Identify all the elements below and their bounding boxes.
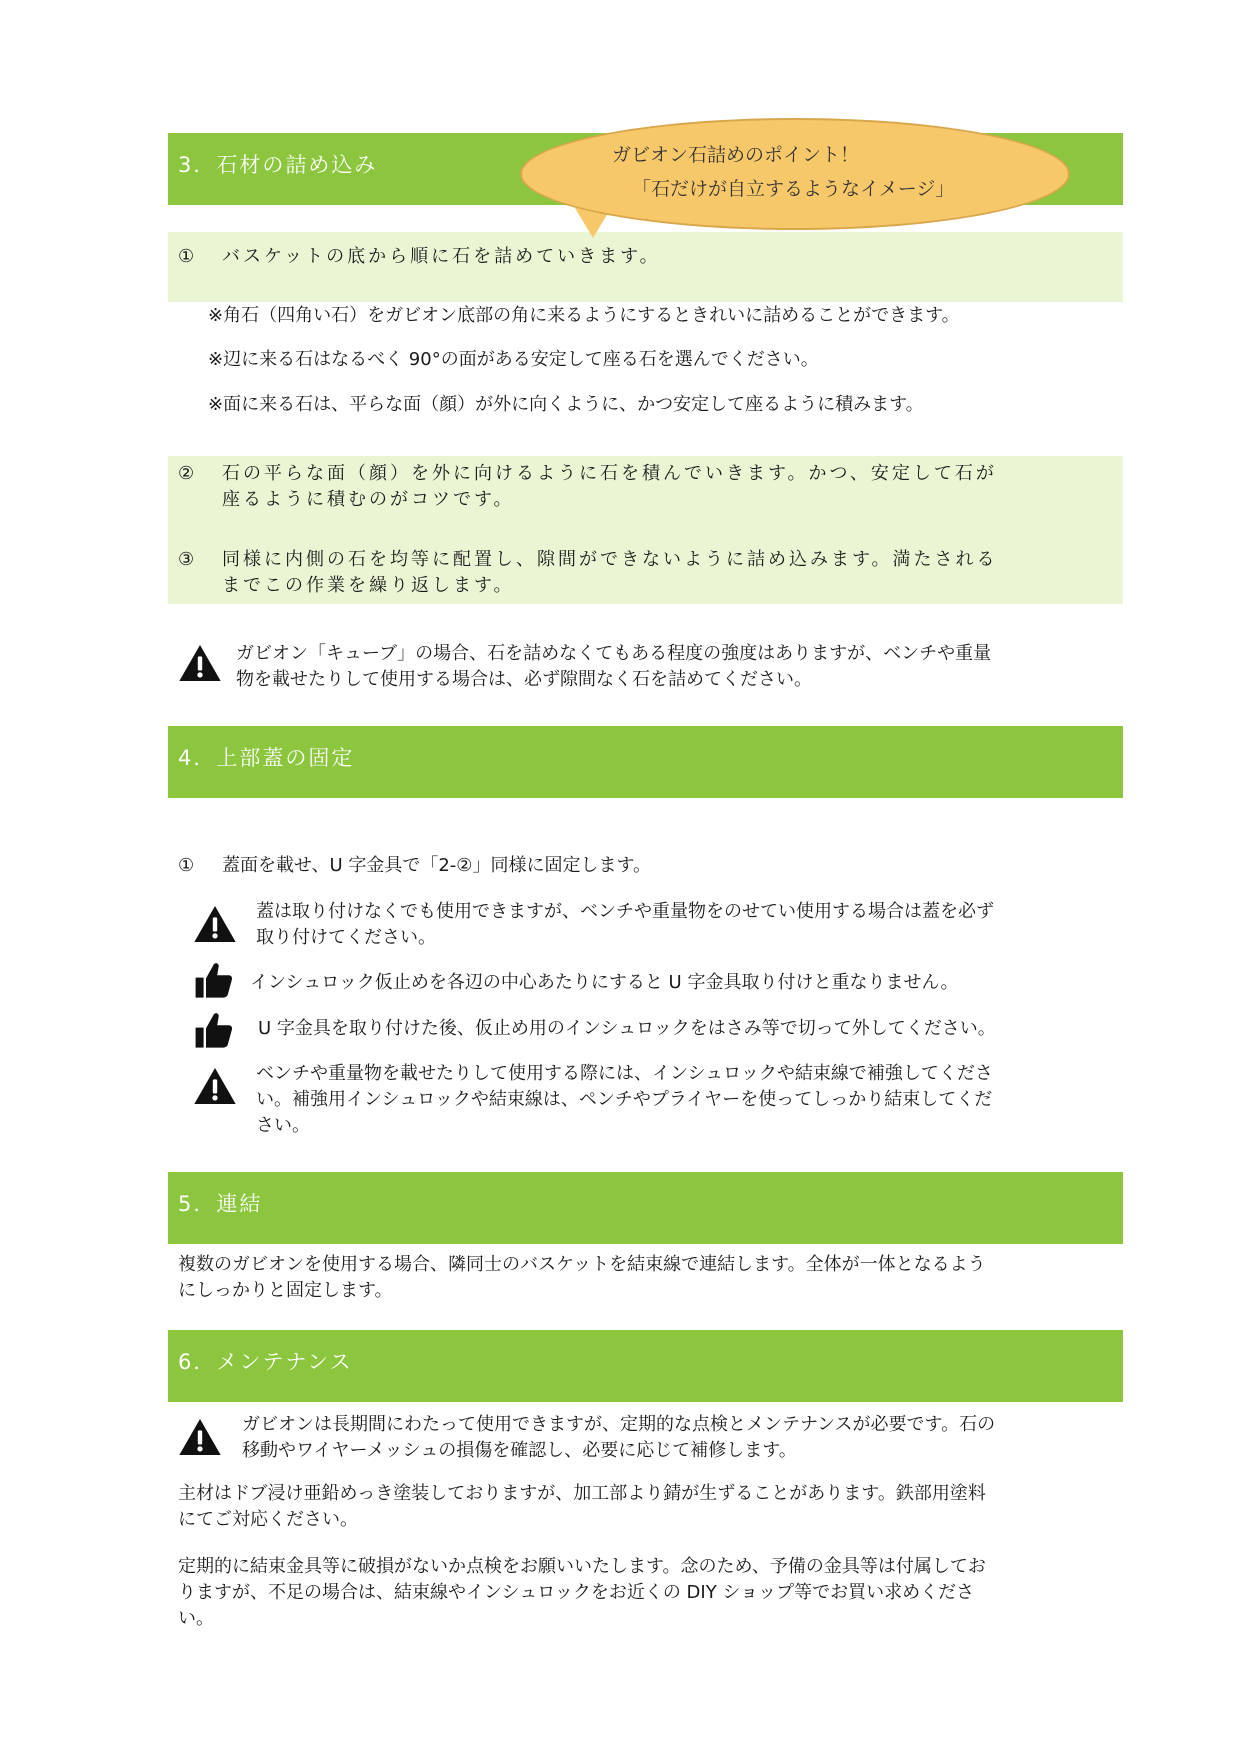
section-4-header <box>168 726 1123 798</box>
lid-step-1-number: ① <box>178 855 195 876</box>
connection-line-2: にしっかりと固定します。 <box>178 1280 393 1301</box>
reinforce-warning-line-3: さい。 <box>256 1115 310 1136</box>
step-2-line-1: 石の平らな面（顔）を外に向けるように石を積んでいきます。かつ、安定して石が <box>222 463 997 484</box>
step-3-line-2: までこの作業を繰り返します。 <box>222 575 515 596</box>
warning-icon <box>193 904 237 944</box>
rust-note-line-2: にてご対応ください。 <box>178 1509 358 1530</box>
step-1-text: バスケットの底から順に石を詰めていきます。 <box>222 246 661 267</box>
note-corner-stones: ※角石（四角い石）をガビオン底部の角に来るようにするときれいに詰めることができます。 <box>208 305 960 326</box>
section-6-title: 6．メンテナンス <box>178 1350 353 1374</box>
cube-warning-line-2: 物を載せたりして使用する場合は、必ず隙間なく石を詰めてください。 <box>236 669 812 690</box>
connection-line-1: 複数のガビオンを使用する場合、隣同士のバスケットを結束線で連結します。全体が一体となるよう <box>178 1254 986 1275</box>
warning-icon <box>178 1417 222 1457</box>
inspection-note-line-3: い。 <box>178 1608 214 1629</box>
reinforce-warning-line-2: い。補強用インシュロックや結束線は、ペンチやプライヤーを使ってしっかり結束してくだ <box>256 1089 993 1110</box>
step-3-line-1: 同様に内側の石を均等に配置し、隙間ができないように詰め込みます。満たされる <box>222 549 998 570</box>
lid-warning-line-1: 蓋は取り付けなくでも使用できますが、ベンチや重量物をのせてい使用する場合は蓋を必ず <box>256 901 994 922</box>
callout-line-1: ガビオン石詰めのポイント！ <box>612 144 860 166</box>
maintenance-warning-line-2: 移動やワイヤーメッシュの損傷を確認し、必要に応じて補修します。 <box>242 1440 797 1461</box>
section-4-title: 4．上部蓋の固定 <box>178 746 355 770</box>
step-3-number: ③ <box>178 549 195 570</box>
step-2-line-2: 座るように積むのがコツです。 <box>222 489 515 510</box>
inspection-note-line-2: りますが、不足の場合は、結束線やインシュロックをお近くの DIY ショップ等でお買い求めくださ <box>178 1582 975 1603</box>
step-2-number: ② <box>178 463 195 484</box>
note-face-stones: ※面に来る石は、平らな面（顔）が外に向くように、かつ安定して座るように積みます。 <box>208 394 924 415</box>
tip-cut-ties: U 字金具を取り付けた後、仮止め用のインシュロックをはさみ等で切って外してください。 <box>258 1018 996 1039</box>
section-5-header <box>168 1172 1123 1244</box>
cube-warning-line-1: ガビオン「キューブ」の場合、石を詰めなくてもある程度の強度はありますが、ベンチや重量 <box>236 643 992 664</box>
step-1-number: ① <box>178 246 195 267</box>
section-6-header <box>168 1330 1123 1402</box>
lid-warning-line-2: 取り付けてください。 <box>256 927 436 948</box>
reinforce-warning-line-1: ベンチや重量物を載せたりして使用する際には、インシュロックや結束線で補強してくださ <box>256 1063 993 1084</box>
warning-icon <box>178 643 222 683</box>
thumbs-up-icon <box>194 1010 234 1050</box>
rust-note-line-1: 主材はドブ浸け亜鉛めっき塗装しておりますが、加工部より錆が生ずることがあります。鉄部用塗料 <box>178 1483 986 1504</box>
lid-step-1-text: 蓋面を載せ、U 字金具で「2-②」同様に固定します。 <box>222 855 651 876</box>
section-5-title: 5．連結 <box>178 1192 263 1216</box>
inspection-note-line-1: 定期的に結束金具等に破損がないか点検をお願いいたします。念のため、予備の金具等は付属してお <box>178 1556 986 1577</box>
maintenance-warning-line-1: ガビオンは長期間にわたって使用できますが、定期的な点検とメンテナンスが必要です。石の <box>242 1414 996 1435</box>
note-edge-stones: ※辺に来る石はなるべく 90°の面がある安定して座る石を選んでください。 <box>208 349 819 370</box>
callout-line-2: 「石だけが自立するようなイメージ」 <box>632 178 955 200</box>
thumbs-up-icon <box>194 960 234 1000</box>
warning-icon <box>193 1066 237 1106</box>
section-3-title: 3．石材の詰め込み <box>178 153 378 177</box>
tip-callout-bubble <box>520 118 1070 230</box>
tip-tie-placement: インシュロック仮止めを各辺の中心あたりにすると U 字金具取り付けと重なりません。 <box>250 972 959 993</box>
